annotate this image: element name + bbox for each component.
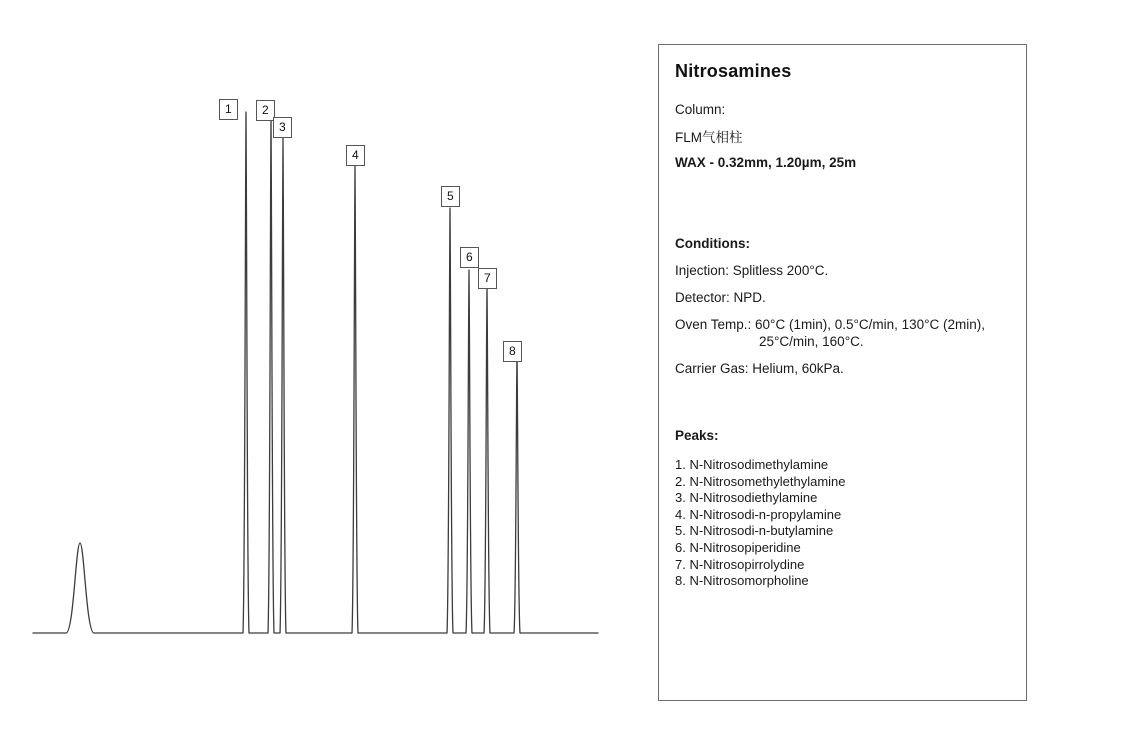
column-name: FLM气相柱	[675, 130, 743, 145]
peaks-heading: Peaks:	[675, 428, 719, 443]
peak-number-label-7: 7	[478, 268, 497, 289]
peak-number-label-3: 3	[273, 117, 292, 138]
spacer-one	[675, 182, 1010, 236]
peak-name-item: 8. N-Nitrosomorpholine	[675, 573, 809, 589]
spacer-two	[675, 388, 1010, 428]
peak-name-item: 4. N-Nitrosodi-n-propylamine	[675, 506, 842, 522]
peak-number-label-6: 6	[460, 247, 479, 268]
panel-title: Nitrosamines	[675, 61, 792, 81]
column-heading: Column:	[675, 102, 726, 117]
peak-number-label-8: 8	[503, 341, 522, 362]
oven-temp-line-2: 25°C/min, 160°C.	[759, 334, 864, 349]
info-panel	[658, 44, 1027, 701]
peak-number-label-1: 1	[219, 99, 238, 120]
peak-name-item: 3. N-Nitrosodiethylamine	[675, 490, 818, 506]
peak-name-item: 1. N-Nitrosodimethylamine	[675, 457, 829, 472]
peak-name-item: 5. N-Nitrosodi-n-butylamine	[675, 523, 834, 539]
peak-number-label-2: 2	[256, 100, 275, 121]
peak-name-item: 6. N-Nitrosopiperidine	[675, 539, 801, 555]
detector-line: Detector: NPD.	[675, 290, 766, 305]
carrier-gas-line: Carrier Gas: Helium, 60kPa.	[675, 361, 844, 376]
conditions-heading: Conditions:	[675, 236, 750, 251]
oven-temp-line-1: Oven Temp.: 60°C (1min), 0.5°C/min, 130°C (2min),	[675, 317, 986, 332]
column-spec: WAX - 0.32mm, 1.20µm, 25m	[675, 155, 857, 170]
peak-number-label-5: 5	[441, 186, 460, 207]
peak-name-list	[675, 457, 1010, 590]
injection-line: Injection: Splitless 200°C.	[675, 263, 829, 278]
peak-name-item: 7. N-Nitrosopirrolydine	[675, 556, 805, 572]
peak-number-label-4: 4	[346, 145, 365, 166]
oven-temp-block	[675, 317, 1010, 349]
peak-name-item: 2. N-Nitrosomethylethylamine	[675, 473, 846, 489]
